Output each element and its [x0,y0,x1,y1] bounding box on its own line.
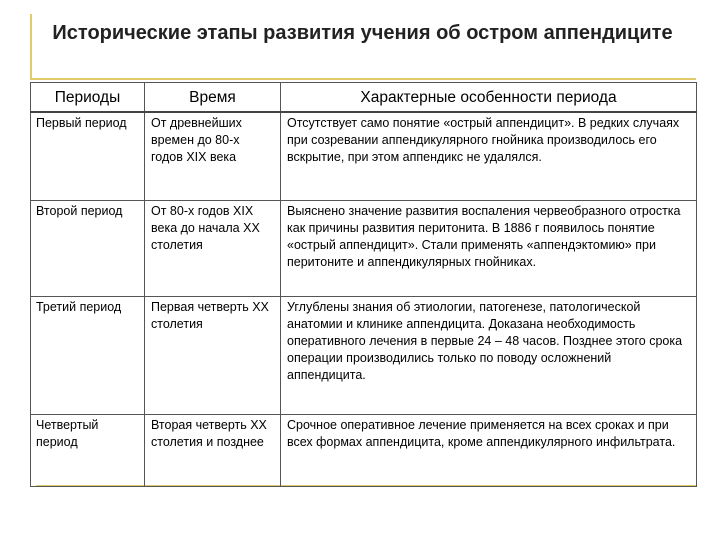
decorative-vertical-line [30,14,32,78]
features-cell: Отсутствует само понятие «острый аппендицит». В редких случаях при созревании аппендикулярного гнойника производилось его вскрытие, при этом аппендикс не удалялся. [281,112,697,201]
time-cell: Первая четверть XX столетия [145,297,281,415]
period-cell: Первый период [31,112,145,201]
features-cell: Срочное оперативное лечение применяется на всех сроках и при всех формах аппендицита, кроме аппендикулярного инфильтрата. [281,415,697,487]
time-cell: От 80-х годов XIX века до начала XX столетия [145,201,281,297]
time-cell: Вторая четверть XX столетия и позднее [145,415,281,487]
period-cell: Четвертый период [31,415,145,487]
periods-table [30,82,697,487]
header-features: Характерные особенности периода [281,83,697,113]
table-row [31,201,697,297]
table-header-row [31,83,697,113]
time-cell: От древнейших времен до 80-х годов XIX века [145,112,281,201]
table-row [31,297,697,415]
header-time: Время [145,83,281,113]
table-row [31,112,697,201]
table-row [31,415,697,487]
period-cell: Второй период [31,201,145,297]
decorative-top-line [30,78,696,80]
slide-title: Исторические этапы развития учения об остром аппендиците [52,22,673,44]
features-cell: Углублены знания об этиологии, патогенезе, патологической анатомии и клинике аппендицита. Доказана необходимость оперативного лечения в первые 24 – 48 часов. Позднее этого срока операции производились только по поводу осложнений аппендицита. [281,297,697,415]
period-cell: Третий период [31,297,145,415]
header-periods: Периоды [31,83,145,113]
features-cell: Выяснено значение развития воспаления червеобразного отростка как причины развития перитонита. В 1886 г появилось понятие «острый аппендицит». Стали применять «аппендэктомию» при перитоните и аппендикулярных гнойниках. [281,201,697,297]
